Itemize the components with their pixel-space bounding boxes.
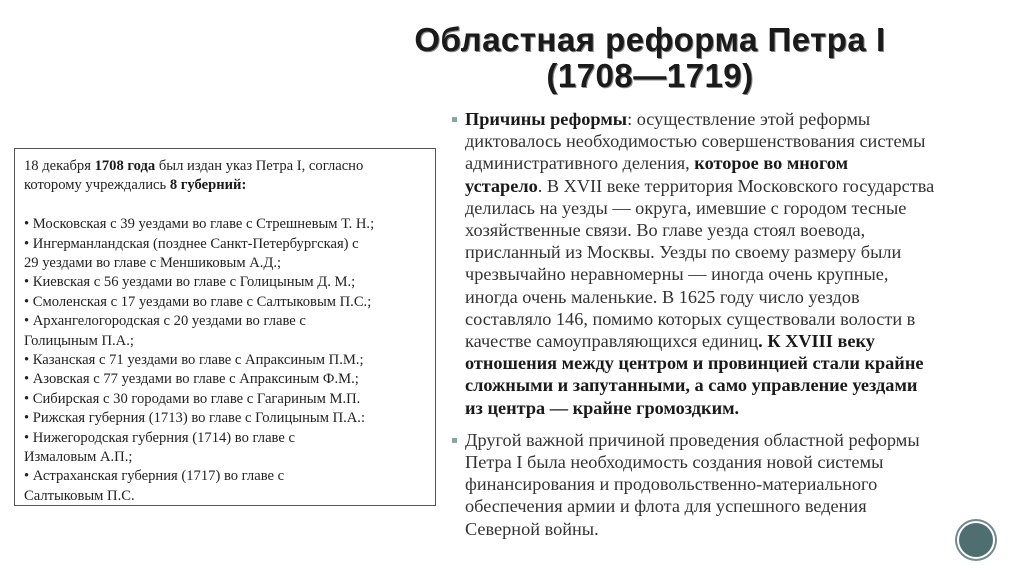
text-segment: качестве самоуправляющихся единиц bbox=[465, 331, 759, 352]
text-line bbox=[465, 352, 1024, 374]
text-segment: • Астраханская губерния (1717) во главе с bbox=[24, 468, 285, 485]
text-segment: • Московская с 39 уездами во главе с Стрешневым Т. Н.; bbox=[24, 216, 375, 233]
text-line bbox=[465, 429, 1024, 451]
text-segment: иногда очень маленькие. В 1625 году число уездов bbox=[465, 286, 860, 307]
text-line bbox=[24, 332, 426, 351]
text-line bbox=[24, 157, 426, 176]
text-segment: чрезвычайно неравномерны — иногда очень крупные, bbox=[465, 264, 889, 285]
text-line bbox=[24, 487, 426, 506]
text-line bbox=[24, 196, 426, 215]
text-line bbox=[465, 374, 1024, 396]
reform-reasons bbox=[465, 108, 1024, 550]
text-segment: был издан указ Петра I, согласно bbox=[155, 158, 364, 174]
text-segment: Петра I была необходимость создания новой системы bbox=[465, 452, 884, 473]
text-segment: • Рижская губерния (1713) во главе с Голицыным П.А.: bbox=[24, 410, 366, 427]
text-segment: делилась на уезды — округа, имевшие с городом тесные bbox=[465, 197, 907, 218]
text-line bbox=[24, 467, 426, 486]
text-line bbox=[465, 108, 1024, 130]
text-segment: . В XVII веке территория Московского государства bbox=[537, 175, 935, 196]
text-line bbox=[465, 152, 1024, 174]
slide-title bbox=[330, 22, 970, 94]
bold-text: . К XVIII веку bbox=[758, 331, 875, 352]
text-segment: • Ингерманландская (позднее Санкт-Петербургская) с bbox=[24, 235, 359, 252]
text-segment: • Азовская с 77 уездами во главе с Апраксиным Ф.М.; bbox=[24, 371, 359, 388]
text-line bbox=[24, 235, 426, 254]
text-segment: которому учреждались bbox=[24, 177, 170, 194]
text-segment: 18 декабря bbox=[24, 158, 95, 174]
text-segment: Голицыным П.А.; bbox=[24, 332, 134, 349]
text-line bbox=[465, 308, 1024, 330]
text-line bbox=[465, 241, 1024, 263]
text-line bbox=[465, 518, 1024, 540]
text-segment: административного деления, bbox=[465, 153, 695, 174]
square-bullet-icon bbox=[452, 117, 457, 122]
text-line bbox=[465, 286, 1024, 308]
text-line bbox=[465, 175, 1024, 197]
text-line bbox=[24, 429, 426, 448]
text-segment: : осуществление этой реформы bbox=[627, 109, 871, 129]
text-line bbox=[465, 197, 1024, 219]
title-line-2: (1708—1719) bbox=[546, 57, 754, 94]
text-line bbox=[24, 176, 426, 195]
text-segment: Другой важной причиной проведения областной реформы bbox=[465, 429, 920, 450]
text-line bbox=[465, 397, 1024, 419]
text-line bbox=[24, 370, 426, 389]
slide-nav-circle-icon[interactable] bbox=[959, 523, 993, 557]
text-segment: диктовалось необходимостью совершенствования системы bbox=[465, 131, 926, 152]
text-segment: хозяйственные связи. Во главе уезда стоял воевода, bbox=[465, 220, 866, 241]
text-segment: • Киевская с 56 уездами во главе с Голицыным Д. М.; bbox=[24, 274, 356, 291]
text-line bbox=[465, 219, 1024, 241]
text-line bbox=[24, 254, 426, 273]
text-line bbox=[465, 263, 1024, 285]
text-segment: • Архангелогородская с 20 уездами во главе с bbox=[24, 313, 306, 330]
text-line bbox=[24, 448, 426, 467]
text-segment: присланный из Москвы. Уезды по своему размеру были bbox=[465, 242, 902, 263]
text-segment: • Нижегородская губерния (1714) во главе с bbox=[24, 429, 295, 446]
bold-text: сложными и запутанными, а само управление уездами bbox=[465, 375, 918, 396]
text-line bbox=[465, 130, 1024, 152]
text-segment: Северной войны. bbox=[465, 518, 599, 539]
text-segment: финансирования и продовольственно-материального bbox=[465, 474, 878, 495]
text-segment: • Сибирская с 30 городами во главе с Гагариным М.П. bbox=[24, 390, 361, 407]
bullet-paragraph bbox=[465, 108, 1024, 419]
text-segment: составляло 146, помимо которых существовали волости в bbox=[465, 308, 916, 329]
bullet-paragraph bbox=[465, 429, 1024, 540]
text-line bbox=[24, 293, 426, 312]
text-segment: 29 уездами во главе с Меншиковым А.Д.; bbox=[24, 255, 282, 272]
text-line bbox=[465, 473, 1024, 495]
text-line bbox=[24, 312, 426, 331]
bold-text: Причины реформы bbox=[465, 109, 628, 129]
text-segment: • Казанская с 71 уездами во главе с Апраксиным П.М.; bbox=[24, 352, 364, 369]
square-bullet-icon bbox=[452, 438, 457, 443]
title-line-1: Областная реформа Петра I bbox=[414, 21, 886, 58]
text-line bbox=[465, 330, 1024, 352]
bold-text: отношения между центром и провинцией стали крайне bbox=[465, 353, 924, 374]
text-segment: • Смоленская с 17 уездами во главе с Салтыковым П.С.; bbox=[24, 293, 372, 310]
bold-text: 1708 года bbox=[94, 158, 156, 174]
text-line bbox=[24, 215, 426, 234]
text-segment: обеспечения армии и флота для успешного ведения bbox=[465, 496, 867, 517]
text-line bbox=[465, 451, 1024, 473]
bold-text: из центра — крайне громоздким. bbox=[465, 397, 740, 418]
text-line bbox=[24, 390, 426, 409]
text-segment: Измаловым А.П.; bbox=[24, 449, 133, 466]
text-segment: Салтыковым П.С. bbox=[24, 487, 135, 504]
bold-text: которое во многом bbox=[694, 153, 849, 174]
text-line bbox=[24, 273, 426, 292]
text-line bbox=[24, 351, 426, 370]
text-line bbox=[24, 409, 426, 428]
bold-text: 8 губерний: bbox=[169, 177, 247, 194]
bold-text: устарело bbox=[465, 175, 538, 196]
text-line bbox=[465, 495, 1024, 517]
decree-box bbox=[14, 148, 436, 506]
